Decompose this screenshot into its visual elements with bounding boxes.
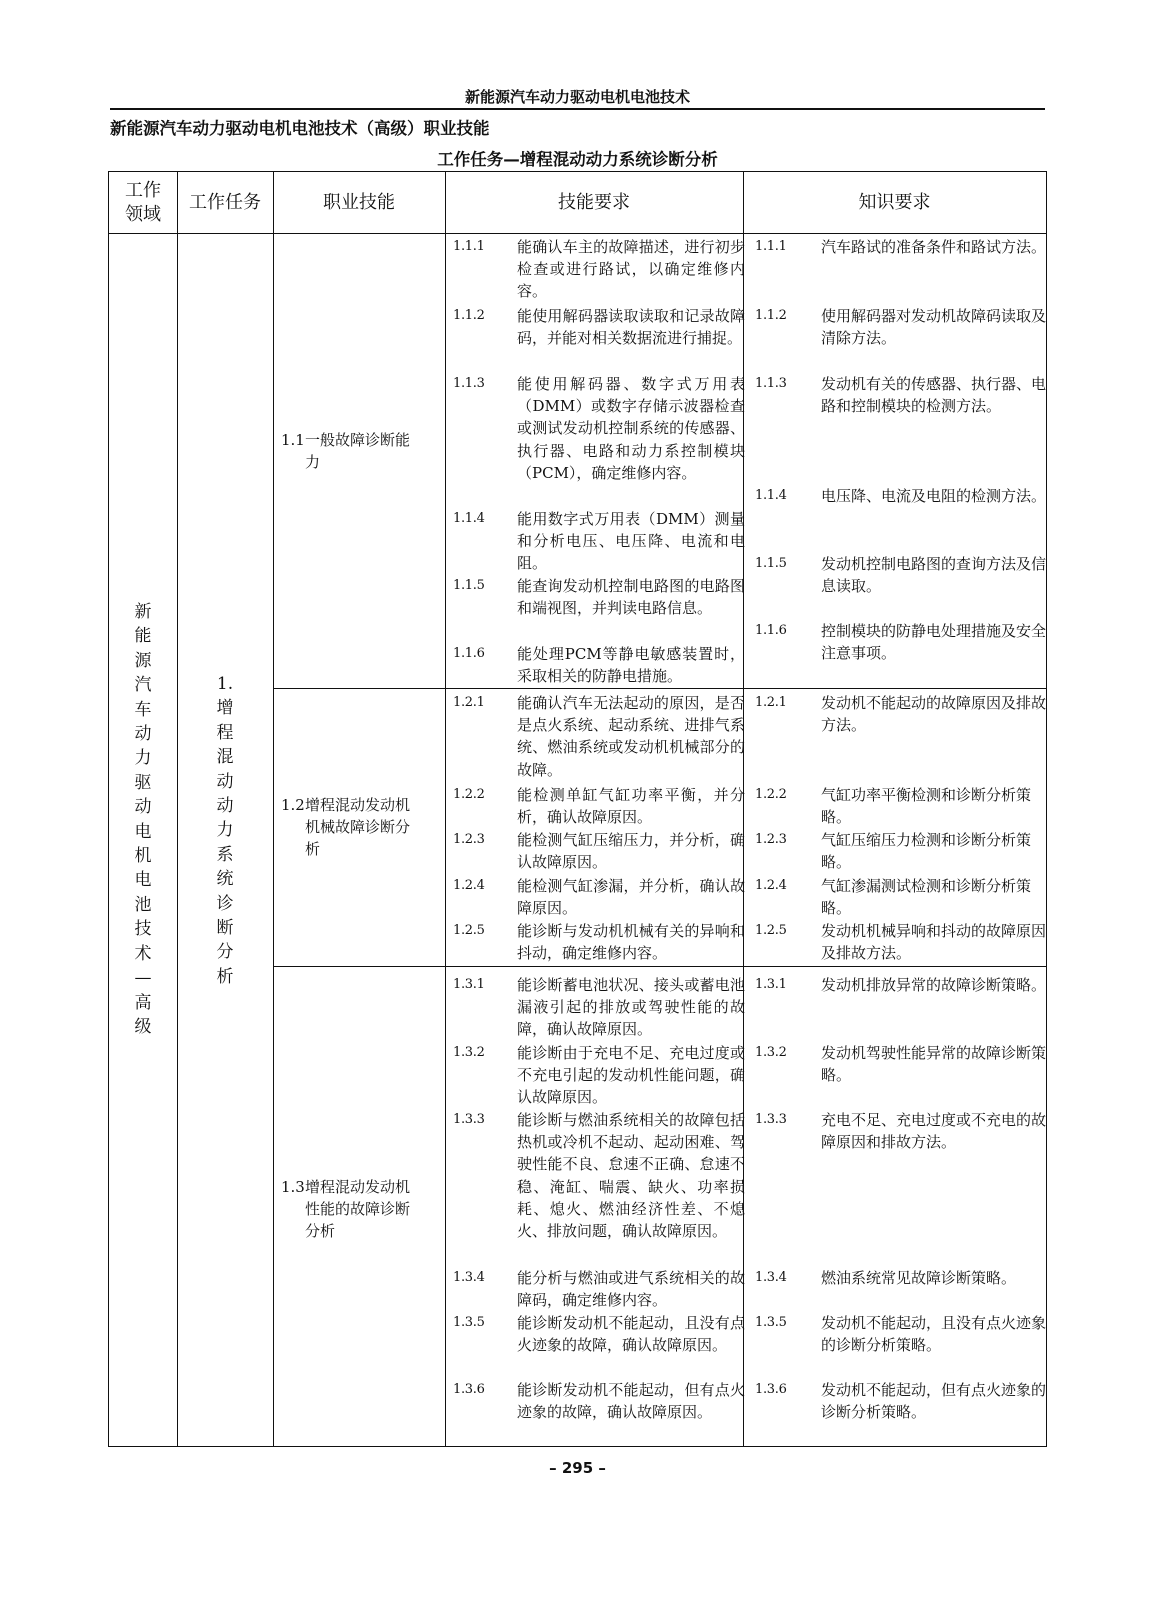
item-number: 1.1.4 bbox=[755, 488, 787, 503]
field-char: 力 bbox=[134, 748, 152, 769]
item-number: 1.3.4 bbox=[755, 1270, 787, 1285]
header-knowledge-requirements: 知识要求 bbox=[858, 191, 931, 213]
field-char: — bbox=[134, 968, 152, 989]
skill-group-label bbox=[281, 1176, 435, 1242]
task-char: 分 bbox=[216, 942, 234, 963]
field-char: 动 bbox=[134, 797, 152, 818]
item-text: 发动机机械异响和抖动的故障原因及排故方法。 bbox=[821, 922, 1047, 963]
field-char: 级 bbox=[134, 1016, 152, 1037]
item-text: 能确认汽车无法起动的原因，是否是点火系统、起动系统、进排气系统、燃油系统或发动机机械部分的故障。 bbox=[517, 694, 745, 779]
item-text: 发动机不能起动，但有点火迹象的诊断分析策略。 bbox=[821, 1381, 1047, 1422]
item-number: 1.2.4 bbox=[453, 878, 485, 893]
item-text: 能用数字式万用表（DMM）测量和分析电压、电压降、电流和电阻。 bbox=[517, 510, 745, 573]
skill-group-number: 1.3 bbox=[281, 1178, 305, 1196]
item-text: 能诊断与发动机机械有关的异响和抖动，确定维修内容。 bbox=[517, 922, 745, 963]
group-divider bbox=[273, 688, 1046, 689]
field-char: 新 bbox=[134, 602, 152, 622]
skill-group-text: 增程混动发动机机械故障诊断分析 bbox=[305, 796, 411, 858]
item-number: 1.3.3 bbox=[453, 1112, 485, 1127]
header-task: 工作任务 bbox=[189, 191, 261, 213]
field-char: 术 bbox=[134, 943, 152, 964]
item-number: 1.3.6 bbox=[453, 1382, 485, 1397]
item-text: 能诊断与燃油系统相关的故障包括热机或冷机不起动、起动困难、驾驶性能不良、怠速不正确、怠速不稳、淹缸、喘震、缺火、功率损耗、熄火、燃油经济性差、不熄火、排放问题，确认故障原因。 bbox=[517, 1111, 745, 1241]
item-text: 汽车路试的准备条件和路试方法。 bbox=[821, 238, 1047, 256]
item-text: 能使用解码器、数字式万用表（DMM）或数字存储示波器检查或测试发动机控制系统的传感器、执行器、电路和动力系控制模块（PCM），确定维修内容。 bbox=[517, 375, 745, 482]
item-text: 发动机不能起动的故障原因及排故方法。 bbox=[821, 694, 1047, 735]
field-char: 能 bbox=[134, 626, 152, 647]
item-text: 发动机有关的传感器、执行器、电路和控制模块的检测方法。 bbox=[821, 375, 1047, 416]
header-field bbox=[109, 172, 177, 233]
item-text: 能确认车主的故障描述，进行初步检查或进行路试，以确定维修内容。 bbox=[517, 238, 745, 301]
item-number: 1.3.3 bbox=[755, 1112, 787, 1127]
item-text: 电压降、电流及电阻的检测方法。 bbox=[821, 487, 1047, 505]
item-text: 能诊断发动机不能起动，且没有点火迹象的故障，确认故障原因。 bbox=[517, 1314, 745, 1355]
item-number: 1.3.5 bbox=[755, 1315, 787, 1330]
field-char: 动 bbox=[134, 724, 152, 745]
item-number: 1.1.5 bbox=[453, 578, 485, 593]
item-number: 1.2.5 bbox=[755, 923, 787, 938]
header-field-line2: 领域 bbox=[125, 203, 161, 225]
item-text: 能检测气缸渗漏，并分析，确认故障原因。 bbox=[517, 877, 745, 918]
header-skill: 职业技能 bbox=[323, 191, 395, 213]
item-text: 能诊断发动机不能起动，但有点火迹象的故障，确认故障原因。 bbox=[517, 1381, 745, 1422]
field-char: 电 bbox=[134, 870, 152, 891]
item-text: 气缸功率平衡检测和诊断分析策略。 bbox=[821, 786, 1032, 827]
item-number: 1.2.3 bbox=[453, 832, 485, 847]
item-number: 1.1.4 bbox=[453, 511, 485, 526]
item-number: 1.1.6 bbox=[453, 646, 485, 661]
item-text: 能诊断由于充电不足、充电过度或不充电引起的发动机性能问题，确认故障原因。 bbox=[517, 1044, 745, 1107]
task-char: 统 bbox=[216, 869, 234, 890]
field-char: 汽 bbox=[134, 675, 152, 696]
column-divider bbox=[445, 172, 446, 1446]
group-divider bbox=[273, 966, 1046, 967]
item-text: 气缸渗漏测试检测和诊断分析策略。 bbox=[821, 877, 1032, 918]
item-number: 1.2.2 bbox=[755, 787, 787, 802]
item-number: 1.2.2 bbox=[453, 787, 485, 802]
task-char: 增 bbox=[216, 698, 234, 719]
task-char: 力 bbox=[216, 820, 234, 841]
item-number: 1.1.5 bbox=[755, 556, 787, 571]
running-head: 新能源汽车动力驱动电机电池技术 bbox=[464, 88, 690, 106]
skill-group-label bbox=[281, 429, 435, 473]
item-text: 能查询发动机控制电路图的电路图和端视图，并判读电路信息。 bbox=[517, 577, 745, 618]
skills-table bbox=[108, 171, 1047, 1447]
field-char: 高 bbox=[134, 992, 152, 1013]
page-number: – 295 – bbox=[549, 1459, 606, 1477]
item-number: 1.1.2 bbox=[453, 308, 485, 323]
skill-group-text: 增程混动发动机性能的故障诊断分析 bbox=[305, 1178, 411, 1240]
task-char: 析 bbox=[216, 966, 234, 987]
item-number: 1.2.4 bbox=[755, 878, 787, 893]
item-text: 气缸压缩压力检测和诊断分析策略。 bbox=[821, 831, 1032, 872]
item-text: 充电不足、充电过度或不充电的故障原因和排故方法。 bbox=[821, 1111, 1047, 1152]
item-text: 发动机控制电路图的查询方法及信息读取。 bbox=[821, 555, 1047, 596]
item-text: 能检测单缸气缸功率平衡，并分析，确认故障原因。 bbox=[517, 786, 745, 827]
column-divider bbox=[273, 172, 274, 1446]
item-text: 能处理PCM等静电敏感装置时，采取相关的防静电措施。 bbox=[517, 645, 745, 686]
item-text: 控制模块的防静电处理措施及安全注意事项。 bbox=[821, 622, 1047, 663]
skill-group-number: 1.1 bbox=[281, 431, 305, 449]
skill-group-label bbox=[281, 794, 435, 860]
header-skill-requirements: 技能要求 bbox=[558, 191, 630, 213]
item-text: 发动机不能起动，且没有点火迹象的诊断分析策略。 bbox=[821, 1314, 1047, 1355]
task-char: 动 bbox=[216, 796, 234, 817]
item-number: 1.3.2 bbox=[453, 1045, 485, 1060]
task-char: 诊 bbox=[216, 893, 234, 914]
item-text: 使用解码器对发动机故障码读取及清除方法。 bbox=[821, 307, 1047, 348]
task-char: 断 bbox=[216, 918, 234, 939]
item-number: 1.2.1 bbox=[453, 695, 485, 710]
item-number: 1.2.3 bbox=[755, 832, 787, 847]
field-char: 源 bbox=[134, 650, 152, 671]
item-text: 能分析与燃油或进气系统相关的故障码，确定维修内容。 bbox=[517, 1269, 745, 1310]
work-field-cell bbox=[123, 600, 163, 1039]
work-task-cell bbox=[205, 672, 245, 989]
item-text: 能诊断蓄电池状况、接头或蓄电池漏液引起的排放或驾驶性能的故障，确认故障原因。 bbox=[517, 976, 745, 1039]
item-number: 1.1.1 bbox=[453, 239, 485, 254]
item-number: 1.1.2 bbox=[755, 308, 787, 323]
field-char: 车 bbox=[134, 699, 152, 720]
field-char: 电 bbox=[134, 821, 152, 842]
task-char: 程 bbox=[216, 722, 234, 743]
column-divider bbox=[177, 172, 178, 1446]
item-text: 发动机驾驶性能异常的故障诊断策略。 bbox=[821, 1044, 1047, 1085]
item-text: 能检测气缸压缩压力，并分析，确认故障原因。 bbox=[517, 831, 745, 872]
item-number: 1.3.1 bbox=[453, 977, 485, 992]
item-text: 燃油系统常见故障诊断策略。 bbox=[821, 1269, 1017, 1287]
header-rule bbox=[110, 108, 1045, 110]
item-number: 1.2.1 bbox=[755, 695, 787, 710]
item-number: 1.1.1 bbox=[755, 239, 787, 254]
item-number: 1.3.6 bbox=[755, 1382, 787, 1397]
document-subtitle: 工作任务—增程混动动力系统诊断分析 bbox=[437, 150, 718, 169]
item-number: 1.3.2 bbox=[755, 1045, 787, 1060]
item-number: 1.3.5 bbox=[453, 1315, 485, 1330]
field-char: 驱 bbox=[134, 772, 152, 793]
header-divider bbox=[109, 233, 1046, 234]
task-char: 系 bbox=[216, 844, 234, 865]
task-char: 动 bbox=[216, 771, 234, 792]
skill-group-text: 一般故障诊断能力 bbox=[305, 431, 411, 471]
task-char: 混 bbox=[216, 747, 234, 768]
item-number: 1.3.4 bbox=[453, 1270, 485, 1285]
item-number: 1.1.6 bbox=[755, 623, 787, 638]
field-char: 机 bbox=[134, 846, 152, 867]
item-text: 能使用解码器读取读取和记录故障码，并能对相关数据流进行捕捉。 bbox=[517, 307, 745, 348]
item-number: 1.2.5 bbox=[453, 923, 485, 938]
item-number: 1.1.3 bbox=[755, 376, 787, 391]
document-title: 新能源汽车动力驱动电机电池技术（高级）职业技能 bbox=[110, 119, 490, 138]
header-field-line1: 工作 bbox=[125, 179, 161, 201]
task-char: 1. bbox=[216, 674, 234, 694]
item-text: 发动机排放异常的故障诊断策略。 bbox=[821, 976, 1047, 994]
skill-group-number: 1.2 bbox=[281, 796, 305, 814]
field-char: 池 bbox=[134, 894, 152, 915]
item-number: 1.3.1 bbox=[755, 977, 787, 992]
field-char: 技 bbox=[134, 919, 152, 940]
item-number: 1.1.3 bbox=[453, 376, 485, 391]
